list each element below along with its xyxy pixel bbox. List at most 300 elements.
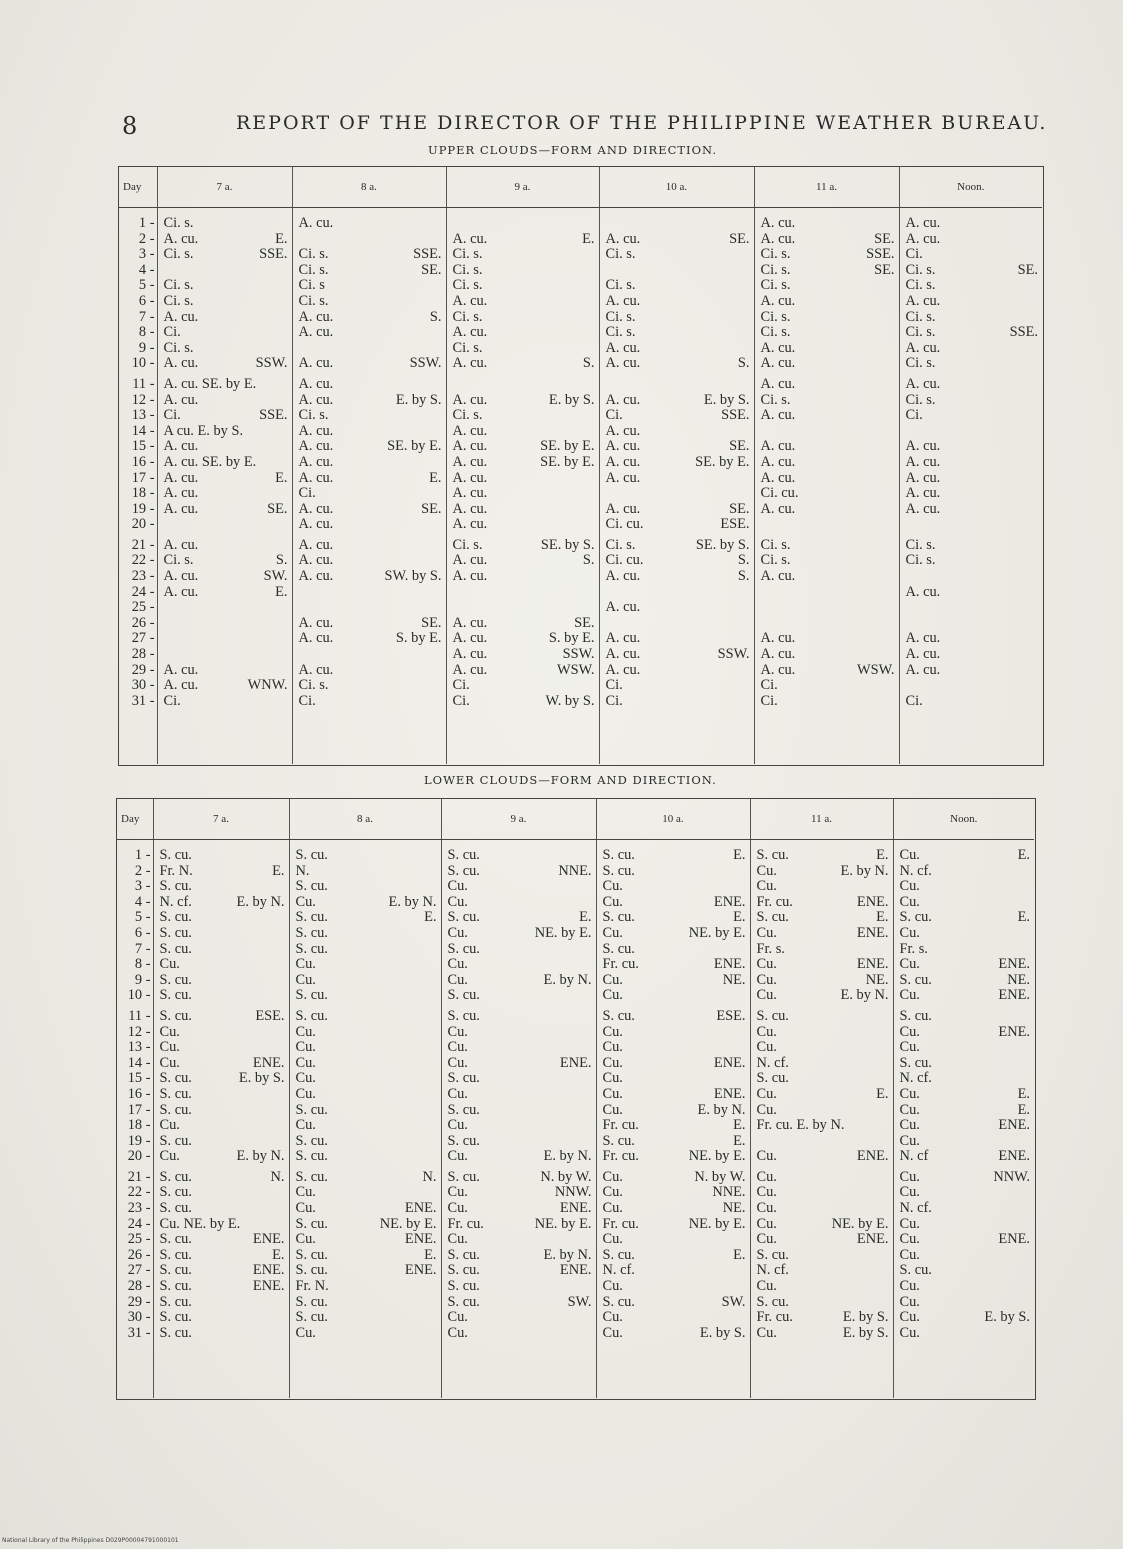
cloud-entry xyxy=(603,1326,746,1342)
cloud-entry xyxy=(164,216,288,232)
cloud-direction: E. xyxy=(876,1085,889,1102)
cloud-direction: E. by N. xyxy=(388,893,437,910)
cloud-form: Cu. xyxy=(899,924,920,941)
cloud-entry xyxy=(160,1009,285,1025)
day-number: 15 - xyxy=(131,438,155,455)
column-header-7a: 7 a. xyxy=(157,167,292,208)
lower-clouds-table xyxy=(117,799,1034,1398)
day-number: 25 - xyxy=(127,1231,151,1248)
cloud-entry xyxy=(906,455,1039,471)
cloud-entry xyxy=(299,569,442,585)
cloud-entry xyxy=(757,1071,889,1087)
cloud-form: Cu. xyxy=(899,1039,920,1056)
cloud-entry xyxy=(164,294,288,310)
cloud-entry xyxy=(453,356,595,372)
cloud-entry xyxy=(299,356,442,372)
cloud-entry xyxy=(453,631,595,647)
cloud-form: Ci. s. xyxy=(163,246,194,263)
cloud-entry xyxy=(299,553,442,569)
cloud-form: Cu. xyxy=(159,1023,180,1040)
cloud-form: A. cu. xyxy=(298,375,334,392)
cloud-entry xyxy=(757,1118,889,1134)
cloud-entry xyxy=(757,1103,889,1119)
cloud-entry xyxy=(606,663,750,679)
cloud-entry xyxy=(900,1118,1031,1134)
cloud-form: Ci. cu. xyxy=(605,552,644,569)
cloud-direction: E. by S. xyxy=(548,391,595,408)
day-number: 30 - xyxy=(127,1309,151,1326)
cloud-entry xyxy=(448,926,592,942)
cloud-entry xyxy=(606,631,750,647)
cloud-direction: E. by S. xyxy=(238,1070,285,1087)
cloud-form: S. cu. xyxy=(295,987,328,1004)
cloud-entry xyxy=(606,216,750,232)
cloud-form: A. cu. xyxy=(760,215,796,231)
cloud-entry xyxy=(906,278,1039,294)
cloud-form: S. cu. xyxy=(602,862,635,879)
cloud-form: S. cu. xyxy=(159,1200,192,1217)
cloud-entry xyxy=(296,1087,437,1103)
cloud-form: A. cu. xyxy=(452,324,488,341)
cloud-direction: ESE. xyxy=(716,1007,746,1024)
cloud-entry xyxy=(448,910,592,926)
cloud-entry xyxy=(603,926,746,942)
cloud-form: Cu. xyxy=(447,956,468,973)
cloud-form: Fr. cu. xyxy=(756,1309,793,1326)
cloud-entry xyxy=(164,538,288,554)
cloud-direction: SW. by S. xyxy=(384,568,442,585)
cloud-entry xyxy=(761,424,895,440)
cloud-entry xyxy=(453,408,595,424)
day-number: 30 - xyxy=(131,677,155,694)
cloud-entry xyxy=(761,502,895,518)
cloud-form: Ci. s. xyxy=(452,407,483,424)
cloud-form: S. cu. xyxy=(159,909,192,926)
column-header-9a: 9 a. xyxy=(446,167,599,208)
cloud-entry xyxy=(160,1295,285,1311)
cloud-form: A. cu. xyxy=(605,453,641,470)
cloud-form: Cu. xyxy=(756,878,777,895)
cloud-direction: E. by N. xyxy=(236,1148,285,1165)
cloud-entry xyxy=(757,1149,889,1165)
cloud-direction: S. xyxy=(737,355,750,372)
cloud-direction: WSW. xyxy=(857,661,895,678)
cloud-entry xyxy=(606,408,750,424)
cloud-entry xyxy=(761,439,895,455)
cloud-entry xyxy=(299,600,442,616)
cloud-direction: ENE. xyxy=(998,1148,1030,1165)
cloud-entry xyxy=(900,1217,1031,1233)
cloud-form: Ci. s. xyxy=(298,246,329,263)
cloud-form: Cu. xyxy=(899,1309,920,1326)
day-number: 4 - xyxy=(138,261,155,278)
cloud-direction: NNW. xyxy=(554,1184,592,1201)
day-number: 26 - xyxy=(131,614,155,631)
day-number: 3 - xyxy=(138,246,155,263)
cloud-entry xyxy=(453,569,595,585)
cloud-entry xyxy=(761,471,895,487)
cloud-form: S. cu. xyxy=(159,1132,192,1149)
cloud-entry xyxy=(164,678,288,694)
time-column-7a xyxy=(153,840,289,1398)
cloud-entry xyxy=(164,569,288,585)
column-header-8a: 8 a. xyxy=(289,799,441,840)
cloud-entry xyxy=(453,502,595,518)
cloud-direction: E. by N. xyxy=(840,862,889,879)
cloud-entry xyxy=(603,1263,746,1279)
cloud-entry xyxy=(299,325,442,341)
cloud-form: A. cu. xyxy=(452,661,488,678)
cloud-direction: E. by S. xyxy=(699,1324,746,1341)
cloud-form: Ci. s. xyxy=(452,536,483,553)
cloud-form: A. cu. xyxy=(298,614,334,631)
cloud-form: A. cu. xyxy=(163,500,199,517)
day-number: 2 - xyxy=(138,230,155,247)
cloud-entry xyxy=(299,585,442,601)
cloud-form: A. cu. xyxy=(298,661,334,678)
cloud-form: Cu. xyxy=(159,1039,180,1056)
cloud-entry xyxy=(453,694,595,710)
cloud-entry xyxy=(761,678,895,694)
cloud-form: S. cu. xyxy=(602,1246,635,1263)
cloud-direction: E. xyxy=(275,230,288,247)
cloud-entry xyxy=(761,310,895,326)
cloud-direction: NE. by E. xyxy=(688,1148,746,1165)
cloud-form: S. cu. xyxy=(602,1007,635,1024)
cloud-direction: SSE. xyxy=(259,407,288,424)
cloud-entry xyxy=(448,957,592,973)
cloud-entry xyxy=(900,1248,1031,1264)
cloud-form: A. cu. xyxy=(605,599,641,616)
cloud-entry xyxy=(296,1201,437,1217)
cloud-form: N. cf. xyxy=(899,1070,932,1087)
cloud-entry xyxy=(761,585,895,601)
cloud-entry xyxy=(164,325,288,341)
cloud-form: Cu. xyxy=(756,1184,777,1201)
day-number: 1 - xyxy=(134,847,151,863)
cloud-form: A. cu. xyxy=(905,661,941,678)
day-number: 5 - xyxy=(134,909,151,926)
cloud-entry xyxy=(299,294,442,310)
cloud-entry xyxy=(906,502,1039,518)
cloud-form: S. cu. xyxy=(159,1293,192,1310)
cloud-form: Ci. s. xyxy=(452,261,483,278)
cloud-form: Cu. xyxy=(447,893,468,910)
cloud-entry xyxy=(906,310,1039,326)
cloud-direction: ENE. xyxy=(998,1023,1030,1040)
cloud-form: A. cu. xyxy=(452,469,488,486)
cloud-form: Cu. xyxy=(602,1309,623,1326)
day-number: 23 - xyxy=(131,568,155,585)
cloud-entry xyxy=(164,694,288,710)
cloud-form: S. cu. xyxy=(295,1148,328,1165)
cloud-direction: SE. xyxy=(729,230,750,247)
cloud-form: Cu. xyxy=(447,1085,468,1102)
cloud-entry xyxy=(761,232,895,248)
cloud-entry xyxy=(761,393,895,409)
cloud-form: Fr. cu. xyxy=(602,1148,639,1165)
cloud-form: N. xyxy=(295,862,310,879)
cloud-entry xyxy=(906,471,1039,487)
cloud-entry xyxy=(606,600,750,616)
cloud-form: Cu. xyxy=(899,956,920,973)
cloud-form: Ci. s. xyxy=(163,339,194,356)
cloud-form: Ci. s. xyxy=(298,407,329,424)
cloud-form: A. cu. xyxy=(605,661,641,678)
cloud-entry xyxy=(164,247,288,263)
column-header-7a: 7 a. xyxy=(153,799,289,840)
cloud-entry xyxy=(299,263,442,279)
cloud-entry xyxy=(296,1248,437,1264)
cloud-entry xyxy=(606,538,750,554)
cloud-entry xyxy=(448,1009,592,1025)
cloud-direction: ESE. xyxy=(255,1007,285,1024)
cloud-entry xyxy=(296,879,437,895)
cloud-entry xyxy=(296,1009,437,1025)
cloud-form: Ci. s. xyxy=(605,536,636,553)
day-number: 13 - xyxy=(131,407,155,424)
cloud-form: A. cu. xyxy=(298,552,334,569)
cloud-form: Cu. xyxy=(447,1309,468,1326)
day-number: 29 - xyxy=(131,661,155,678)
cloud-form: A. cu. xyxy=(760,339,796,356)
cloud-form: Cu. xyxy=(602,1085,623,1102)
cloud-form: Cu. xyxy=(899,1101,920,1118)
cloud-form: A. cu. xyxy=(452,292,488,309)
cloud-entry xyxy=(761,694,895,710)
cloud-entry xyxy=(453,424,595,440)
cloud-direction: ENE. xyxy=(713,956,746,973)
cloud-direction: ENE. xyxy=(998,1231,1030,1248)
cloud-form: A. cu. xyxy=(163,485,199,502)
cloud-direction: ENE. xyxy=(559,1200,592,1217)
cloud-entry xyxy=(906,538,1039,554)
day-number: 13 - xyxy=(127,1039,151,1056)
cloud-form: S. cu. xyxy=(899,1054,932,1071)
cloud-form: Cu. xyxy=(756,1324,777,1341)
cloud-entry xyxy=(900,1185,1031,1201)
cloud-form: Cu. xyxy=(756,971,777,988)
cloud-entry xyxy=(906,408,1039,424)
cloud-entry xyxy=(757,1326,889,1342)
cloud-form: Cu. xyxy=(295,1324,316,1341)
cloud-direction: E. by S. xyxy=(842,1324,889,1341)
cloud-entry xyxy=(160,910,285,926)
cloud-entry xyxy=(160,1040,285,1056)
cloud-entry xyxy=(164,631,288,647)
cloud-form: Cu. xyxy=(899,893,920,910)
cloud-form: S. cu. xyxy=(602,847,635,863)
cloud-entry xyxy=(299,408,442,424)
cloud-form: A. cu. xyxy=(760,661,796,678)
cloud-entry xyxy=(164,356,288,372)
cloud-entry xyxy=(299,647,442,663)
cloud-entry xyxy=(299,393,442,409)
cloud-form: Cu. xyxy=(756,1101,777,1118)
cloud-entry xyxy=(453,232,595,248)
cloud-form: Ci. s. xyxy=(905,552,936,569)
cloud-entry xyxy=(453,247,595,263)
cloud-form: Cu. xyxy=(602,878,623,895)
cloud-form: Cu. xyxy=(447,1231,468,1248)
cloud-form: Cu. xyxy=(447,1324,468,1341)
cloud-entry xyxy=(603,1217,746,1233)
cloud-entry xyxy=(900,1310,1031,1326)
cloud-entry xyxy=(761,263,895,279)
cloud-entry xyxy=(900,1295,1031,1311)
cloud-entry xyxy=(453,486,595,502)
cloud-form: Cu. xyxy=(159,1148,180,1165)
cloud-direction: E. xyxy=(733,847,746,863)
cloud-entry xyxy=(603,1201,746,1217)
cloud-direction: E. xyxy=(733,909,746,926)
cloud-entry xyxy=(900,1232,1031,1248)
cloud-direction: S. xyxy=(582,552,595,569)
day-number: 24 - xyxy=(127,1215,151,1232)
cloud-form: A. cu. xyxy=(298,422,334,439)
cloud-entry xyxy=(900,1279,1031,1295)
cloud-form: A. cu. xyxy=(760,568,796,585)
cloud-form: Cu. xyxy=(295,956,316,973)
cloud-entry xyxy=(606,647,750,663)
cloud-direction: E. xyxy=(272,1246,285,1263)
cloud-entry xyxy=(606,356,750,372)
cloud-form: S. cu. xyxy=(447,862,480,879)
day-number: 20 - xyxy=(127,1148,151,1165)
day-number: 27 - xyxy=(127,1262,151,1279)
cloud-entry xyxy=(164,232,288,248)
cloud-direction: ENE. xyxy=(404,1262,437,1279)
cloud-direction: SW. xyxy=(263,568,288,585)
cloud-form: A cu. E. by S. xyxy=(163,422,244,439)
cloud-form: S. cu. xyxy=(447,1293,480,1310)
cloud-entry xyxy=(453,553,595,569)
cloud-form: A. cu. xyxy=(298,469,334,486)
cloud-entry xyxy=(299,471,442,487)
cloud-form: N. cf. xyxy=(899,1200,932,1217)
cloud-entry xyxy=(448,1185,592,1201)
cloud-form: Cu. xyxy=(602,1324,623,1341)
cloud-entry xyxy=(757,1134,889,1150)
cloud-form: S. cu. xyxy=(159,1309,192,1326)
cloud-entry xyxy=(606,278,750,294)
cloud-form: Cu. xyxy=(602,924,623,941)
cloud-entry xyxy=(761,325,895,341)
cloud-form: Cu. xyxy=(602,893,623,910)
cloud-form: S. cu. xyxy=(295,1309,328,1326)
cloud-form: Ci. s. xyxy=(760,552,791,569)
cloud-form: S. cu. xyxy=(159,1231,192,1248)
cloud-entry xyxy=(900,1170,1031,1186)
cloud-direction: S. xyxy=(275,552,288,569)
cloud-form: Ci. s. xyxy=(760,308,791,325)
cloud-form: Cu. xyxy=(899,1246,920,1263)
cloud-form: S. cu. xyxy=(159,1101,192,1118)
cloud-entry xyxy=(900,864,1031,880)
cloud-direction: N. xyxy=(270,1168,285,1185)
cloud-entry xyxy=(900,1025,1031,1041)
cloud-entry xyxy=(164,486,288,502)
cloud-direction: SSW. xyxy=(562,646,595,663)
cloud-form: Cu. NE. by E. xyxy=(159,1215,241,1232)
cloud-form: Cu. xyxy=(447,1117,468,1134)
cloud-entry xyxy=(448,1040,592,1056)
cloud-form: A. cu. xyxy=(298,453,334,470)
cloud-form: Ci. s. xyxy=(163,277,194,294)
cloud-direction: SE. xyxy=(421,261,442,278)
cloud-entry xyxy=(453,341,595,357)
cloud-entry xyxy=(299,486,442,502)
cloud-form: S. cu. xyxy=(295,1262,328,1279)
cloud-entry xyxy=(299,663,442,679)
day-number: 9 - xyxy=(134,971,151,988)
cloud-direction: E. xyxy=(733,1132,746,1149)
cloud-entry xyxy=(160,1248,285,1264)
cloud-entry xyxy=(606,694,750,710)
cloud-form: Ci. s. xyxy=(163,552,194,569)
cloud-entry xyxy=(164,278,288,294)
cloud-entry xyxy=(906,424,1039,440)
cloud-entry xyxy=(603,848,746,864)
cloud-form: Ci. s. xyxy=(605,308,636,325)
cloud-form: S. cu. xyxy=(295,1101,328,1118)
cloud-entry xyxy=(603,1232,746,1248)
cloud-form: Ci. s. xyxy=(760,277,791,294)
cloud-direction: E. xyxy=(876,847,889,863)
cloud-entry xyxy=(299,502,442,518)
cloud-direction: S. xyxy=(429,308,442,325)
cloud-entry xyxy=(296,1185,437,1201)
cloud-direction: ENE. xyxy=(404,1200,437,1217)
cloud-entry xyxy=(606,424,750,440)
cloud-form: Cu. xyxy=(602,987,623,1004)
cloud-form: A. cu. xyxy=(605,339,641,356)
cloud-direction: NE. xyxy=(865,971,889,988)
cloud-entry xyxy=(296,973,437,989)
cloud-entry xyxy=(164,310,288,326)
cloud-form: Cu. xyxy=(756,987,777,1004)
cloud-form: Ci. xyxy=(163,407,181,424)
cloud-entry xyxy=(606,517,750,533)
cloud-direction: ESE. xyxy=(720,516,750,533)
cloud-entry xyxy=(453,439,595,455)
cloud-form: A. cu. xyxy=(605,391,641,408)
cloud-form: Ci. xyxy=(905,246,923,263)
cloud-form: A. cu. xyxy=(905,438,941,455)
cloud-direction: N. by W. xyxy=(694,1168,746,1185)
cloud-form: Cu. xyxy=(899,1168,920,1185)
time-column-noon xyxy=(899,208,1042,764)
cloud-form: Fr. cu. xyxy=(602,956,639,973)
cloud-entry xyxy=(761,631,895,647)
cloud-entry xyxy=(160,1217,285,1233)
cloud-entry xyxy=(757,1056,889,1072)
cloud-entry xyxy=(296,1263,437,1279)
cloud-form: S. cu. xyxy=(295,1168,328,1185)
cloud-form: S. cu. xyxy=(159,924,192,941)
day-number: 21 - xyxy=(131,536,155,553)
cloud-entry xyxy=(603,1248,746,1264)
cloud-entry xyxy=(757,848,889,864)
cloud-form: Cu. xyxy=(295,1200,316,1217)
cloud-entry xyxy=(906,356,1039,372)
cloud-entry xyxy=(906,663,1039,679)
cloud-direction: SSW. xyxy=(255,355,288,372)
cloud-entry xyxy=(761,278,895,294)
cloud-entry xyxy=(906,585,1039,601)
cloud-form: A. cu. xyxy=(298,568,334,585)
time-column-10a xyxy=(596,840,750,1398)
